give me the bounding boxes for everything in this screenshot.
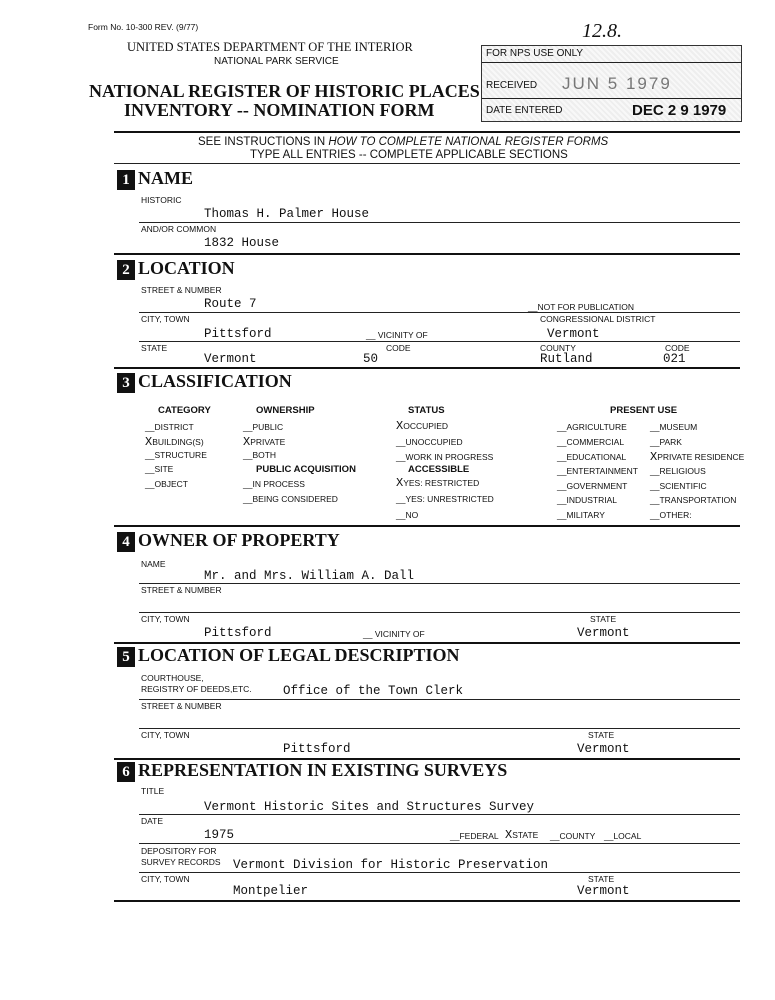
city-label: CITY, TOWN — [141, 314, 190, 324]
date-entered-stamp: DEC 2 9 1979 — [632, 102, 727, 119]
use-private-residence: XPRIVATE RESIDENCE — [650, 450, 745, 464]
street-label: STREET & NUMBER — [141, 285, 222, 295]
form-title-line2: INVENTORY -- NOMINATION FORM — [124, 100, 435, 120]
acquisition-being-considered: __BEING CONSIDERED — [243, 494, 338, 504]
form-number: Form No. 10-300 REV. (9/77) — [88, 22, 199, 32]
historic-value: Thomas H. Palmer House — [204, 207, 370, 221]
owner-street-label: STREET & NUMBER — [141, 585, 222, 595]
service-name: NATIONAL PARK SERVICE — [214, 56, 339, 67]
street-value: Route 7 — [204, 297, 257, 311]
handwritten-note: 12.8. — [582, 20, 622, 42]
use-scientific: __SCIENTIFIC — [650, 481, 707, 491]
use-entertainment: __ENTERTAINMENT — [557, 466, 638, 476]
received-label: RECEIVED — [486, 80, 538, 91]
ownership-header: OWNERSHIP — [256, 405, 315, 416]
ownership-public: __PUBLIC — [243, 422, 284, 432]
legal-city-value: Pittsford — [283, 742, 351, 756]
accessible-header: ACCESSIBLE — [408, 464, 470, 475]
survey-state: XSTATE — [505, 828, 539, 842]
not-for-publication: __NOT FOR PUBLICATION — [528, 302, 634, 312]
instructions-line2: TYPE ALL ENTRIES -- COMPLETE APPLICABLE SECTIONS — [250, 149, 568, 161]
use-transportation: __TRANSPORTATION — [650, 495, 737, 505]
depository-value: Vermont Division for Historic Preservation — [233, 858, 549, 872]
accessible-unrestricted: __YES: UNRESTRICTED — [396, 494, 494, 504]
use-government: __GOVERNMENT — [557, 481, 628, 491]
present-use-header: PRESENT USE — [610, 405, 678, 416]
nps-use-box — [481, 45, 742, 122]
courthouse-label: COURTHOUSE, — [141, 673, 204, 683]
city-value: Pittsford — [204, 327, 272, 341]
use-industrial: __INDUSTRIAL — [557, 495, 617, 505]
survey-state-value: Vermont — [577, 884, 630, 898]
category-buildings: XBUILDING(S) — [145, 435, 204, 449]
status-work-in-progress: __WORK IN PROGRESS — [396, 452, 494, 462]
owner-city-value: Pittsford — [204, 626, 272, 640]
state-label: STATE — [141, 343, 168, 353]
use-other: __OTHER: — [650, 510, 692, 520]
survey-federal: __FEDERAL — [450, 831, 499, 841]
section-surveys-heading: 6 REPRESENTATION IN EXISTING SURVEYS — [117, 760, 507, 782]
courthouse-value: Office of the Town Clerk — [283, 684, 464, 698]
form-title-line1: NATIONAL REGISTER OF HISTORIC PLACES — [89, 81, 480, 101]
category-district: __DISTRICT — [145, 422, 194, 432]
section-legal-heading: 5 LOCATION OF LEGAL DESCRIPTION — [117, 645, 460, 667]
survey-city-value: Montpelier — [233, 884, 309, 898]
accessible-restricted: XYES: RESTRICTED — [396, 476, 480, 490]
use-museum: __MUSEUM — [650, 422, 698, 432]
accessible-no: __NO — [396, 510, 419, 520]
category-object: __OBJECT — [145, 479, 188, 489]
section-owner-heading: 4 OWNER OF PROPERTY — [117, 530, 340, 552]
acquisition-in-process: __IN PROCESS — [243, 479, 305, 489]
historic-label: HISTORIC — [141, 195, 182, 205]
date-entered-label: DATE ENTERED — [486, 105, 563, 116]
section-location-heading: 2 LOCATION — [117, 258, 235, 280]
use-educational: __EDUCATIONAL — [557, 452, 627, 462]
owner-city-label: CITY, TOWN — [141, 614, 190, 624]
code2-value: 021 — [663, 352, 686, 366]
code2-label: CODE — [665, 343, 690, 353]
common-label: AND/OR COMMON — [141, 224, 217, 234]
use-park: __PARK — [650, 437, 682, 447]
survey-title-label: TITLE — [141, 786, 165, 796]
status-header: STATUS — [408, 405, 445, 416]
legal-street-label: STREET & NUMBER — [141, 701, 222, 711]
state-value: Vermont — [204, 352, 257, 366]
department-name: UNITED STATES DEPARTMENT OF THE INTERIOR — [127, 40, 413, 54]
category-site: __SITE — [145, 464, 174, 474]
owner-name-value: Mr. and Mrs. William A. Dall — [204, 569, 415, 583]
category-structure: __STRUCTURE — [145, 450, 207, 460]
legal-city-label: CITY, TOWN — [141, 730, 190, 740]
survey-county: __COUNTY — [550, 831, 596, 841]
survey-date-value: 1975 — [204, 828, 235, 842]
congressional-label: CONGRESSIONAL DISTRICT — [540, 314, 656, 324]
county-value: Rutland — [540, 352, 593, 366]
code-label: CODE — [386, 343, 411, 353]
survey-local: __LOCAL — [604, 831, 642, 841]
registry-label: REGISTRY OF DEEDS,ETC. — [141, 684, 252, 694]
code-value: 50 — [363, 352, 379, 366]
nps-box-label: FOR NPS USE ONLY — [486, 48, 584, 59]
depository-label1: DEPOSITORY FOR — [141, 846, 217, 856]
use-commercial: __COMMERCIAL — [557, 437, 625, 447]
public-acquisition-header: PUBLIC ACQUISITION — [256, 464, 356, 475]
section-classification-heading: 3 CLASSIFICATION — [117, 371, 292, 393]
use-military: __MILITARY — [557, 510, 605, 520]
owner-name-label: NAME — [141, 559, 166, 569]
section-name-heading: 1 NAME — [117, 168, 193, 190]
survey-date-label: DATE — [141, 816, 164, 826]
survey-title-value: Vermont Historic Sites and Structures Survey — [204, 800, 535, 814]
survey-state-label: STATE — [588, 874, 615, 884]
common-value: 1832 House — [204, 236, 280, 250]
legal-state-value: Vermont — [577, 742, 630, 756]
received-stamp: JUN 5 1979 — [562, 74, 672, 93]
county-label: COUNTY — [540, 343, 576, 353]
ownership-private: XPRIVATE — [243, 435, 286, 449]
owner-state-value: Vermont — [577, 626, 630, 640]
status-occupied: XOCCUPIED — [396, 419, 449, 433]
status-unoccupied: __UNOCCUPIED — [396, 437, 463, 447]
congressional-value: Vermont — [547, 327, 600, 341]
owner-vicinity-of: __ VICINITY OF — [363, 629, 425, 639]
use-agriculture: __AGRICULTURE — [557, 422, 627, 432]
ownership-both: __BOTH — [243, 450, 277, 460]
legal-state-label: STATE — [588, 730, 615, 740]
survey-city-label: CITY, TOWN — [141, 874, 190, 884]
owner-state-label: STATE — [590, 614, 617, 624]
use-religious: __RELIGIOUS — [650, 466, 706, 476]
depository-label2: SURVEY RECORDS — [141, 857, 221, 867]
category-header: CATEGORY — [158, 405, 211, 416]
instructions-line1: SEE INSTRUCTIONS IN HOW TO COMPLETE NATIONAL REGISTER FORMS — [198, 136, 609, 148]
vicinity-of: __ VICINITY OF — [366, 330, 428, 340]
